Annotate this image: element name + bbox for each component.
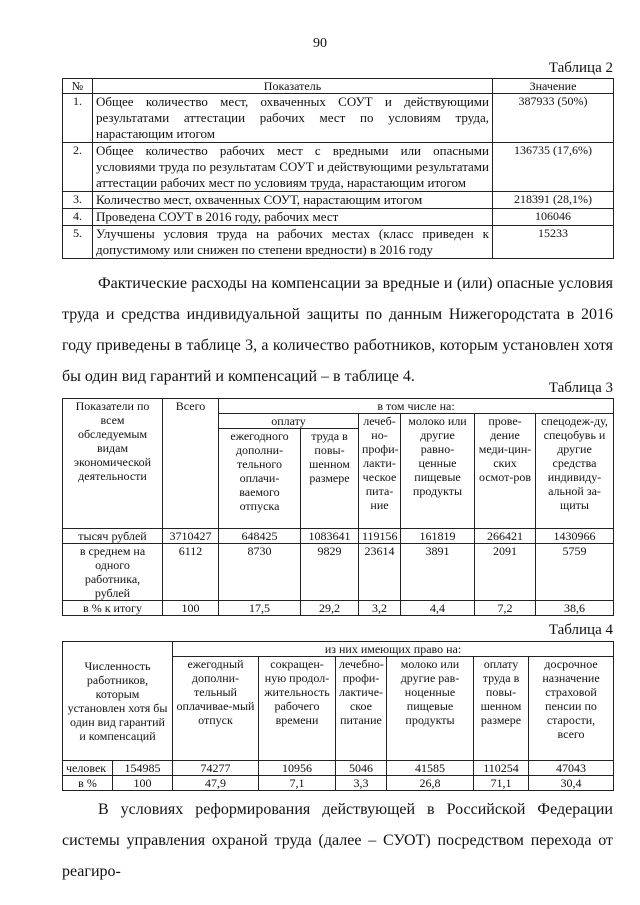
header-col: ежегодный дополни-тельный оплачивае-мый отпуск [173,657,259,761]
header-col: сокращен-ную продол-жительность рабочего времени [259,657,336,761]
header-cell: Значение [493,79,614,94]
row-label: в % [63,776,113,791]
cell: 9829 [301,544,359,601]
header-payment: оплату [219,414,359,429]
cell: 71,1 [474,776,529,791]
cell: 100 [113,776,173,791]
cell: 3891 [401,544,475,601]
row-label: в среднем на одного работника, рублей [63,544,163,601]
table-row [63,209,614,226]
table-row [63,761,614,776]
table-row [63,143,614,192]
paragraph: В условиях реформирования действующей в Российской Федерации системы управления охраной труда (далее – СУОТ) посредством перехода от реагиро- [62,801,613,880]
table3-caption: Таблица 3 [548,380,613,396]
header-col: прове-дение меди-цин-ских осмот-ров [475,414,536,529]
table4-caption: Таблица 4 [548,622,613,638]
cell: 41585 [387,761,474,776]
header-cell: Показатель [93,79,493,94]
row-value: 15233 [493,226,614,259]
header-col: лечеб-но-профи-лакти-ческое пита-ние [359,414,401,529]
header-of-them: из них имеющих право на: [173,642,614,657]
cell: 47,9 [173,776,259,791]
cell: 17,5 [219,601,301,616]
row-value: 136735 (17,6%) [493,143,614,192]
row-label: тысяч рублей [63,529,163,544]
row-text: Общее количество рабочих мест с вредными или опасными условиями труда по результатам СОУТ и действующими результатами аттестации рабочих мест по условиям труда, нарастающим итогом [93,143,493,192]
table-row [63,226,614,259]
table-row [63,544,614,601]
cell: 1083641 [301,529,359,544]
row-value: 387933 (50%) [493,94,614,143]
row-text: Общее количество мест, охваченных СОУТ и действующими результатами аттестации рабочих мест по условиям труда, нарастающим итогом [93,94,493,143]
cell: 5046 [336,761,387,776]
row-value: 106046 [493,209,614,226]
cell: 2091 [475,544,536,601]
header-col: оплату труда в повы-шенном размере [474,657,529,761]
cell: 38,6 [536,601,614,616]
row-label: человек [63,761,113,776]
row-text: Проведена СОУТ в 2016 году, рабочих мест [93,209,493,226]
row-number: 1. [63,94,93,143]
table-row [63,94,614,143]
row-number: 4. [63,209,93,226]
table-2 [62,78,614,259]
cell: 1430966 [536,529,614,544]
cell: 8730 [219,544,301,601]
cell: 7,1 [259,776,336,791]
header-total: Всего [163,399,219,529]
header-col: спецодеж-ду, спецобувь и другие средства индивиду-альной за-щиты [536,414,614,529]
paragraph: Фактические расходы на компенсации за вредные и (или) опасные условия труда и средства индивидуальной защиты по данным Нижегородстата в 2016 году приведены в таблице 3, а количество работников, которым установлен хотя бы один вид гарантий и компенсаций – в таблице 4. [62,275,613,385]
cell: 161819 [401,529,475,544]
row-label: в % к итогу [63,601,163,616]
table-row [63,192,614,209]
cell: 3,2 [359,601,401,616]
header-col: лечебно-профи-лактиче-ское питание [336,657,387,761]
cell: 74277 [173,761,259,776]
row-text: Улучшены условия труда на рабочих местах (класс приведен к допустимому или снижен по степени вредности) в 2016 году [93,226,493,259]
header-cell: № [63,79,93,94]
cell: 6112 [163,544,219,601]
table-3 [62,398,614,616]
cell: 154985 [113,761,173,776]
table-row [63,601,614,616]
row-number: 5. [63,226,93,259]
cell: 26,8 [387,776,474,791]
header-col: молоко или другие рав-ноценные пищевые продукты [387,657,474,761]
cell: 29,2 [301,601,359,616]
row-number: 3. [63,192,93,209]
header-including: в том числе на: [219,399,614,414]
cell: 23614 [359,544,401,601]
cell: 3,3 [336,776,387,791]
cell: 4,4 [401,601,475,616]
page-number: 90 [313,36,327,51]
header-indicator: Показатели по всем обследуемым видам экономической деятельности [63,399,163,529]
cell: 3710427 [163,529,219,544]
cell: 100 [163,601,219,616]
header-col: досрочное назначение страховой пенсии по старости, всего [529,657,614,761]
header-col: молоко или другие равно-ценные пищевые продукты [401,414,475,529]
cell: 266421 [475,529,536,544]
table-row [63,776,614,791]
row-value: 218391 (28,1%) [493,192,614,209]
cell: 648425 [219,529,301,544]
header-count: Численность работников, которым установлен хотя бы один вид гарантий и компенсаций [63,642,173,761]
table-4 [62,641,614,791]
cell: 5759 [536,544,614,601]
table-row [63,529,614,544]
cell: 119156 [359,529,401,544]
row-text: Количество мест, охваченных СОУТ, нарастающим итогом [93,192,493,209]
row-number: 2. [63,143,93,192]
table2-caption: Таблица 2 [548,60,613,76]
cell: 10956 [259,761,336,776]
cell: 47043 [529,761,614,776]
cell: 30,4 [529,776,614,791]
cell: 110254 [474,761,529,776]
header-col: труда в повы-шенном размере [301,429,359,529]
header-col: ежегодного дополни-тельного оплачи-ваемого отпуска [219,429,301,529]
cell: 7,2 [475,601,536,616]
table-header [63,79,614,94]
